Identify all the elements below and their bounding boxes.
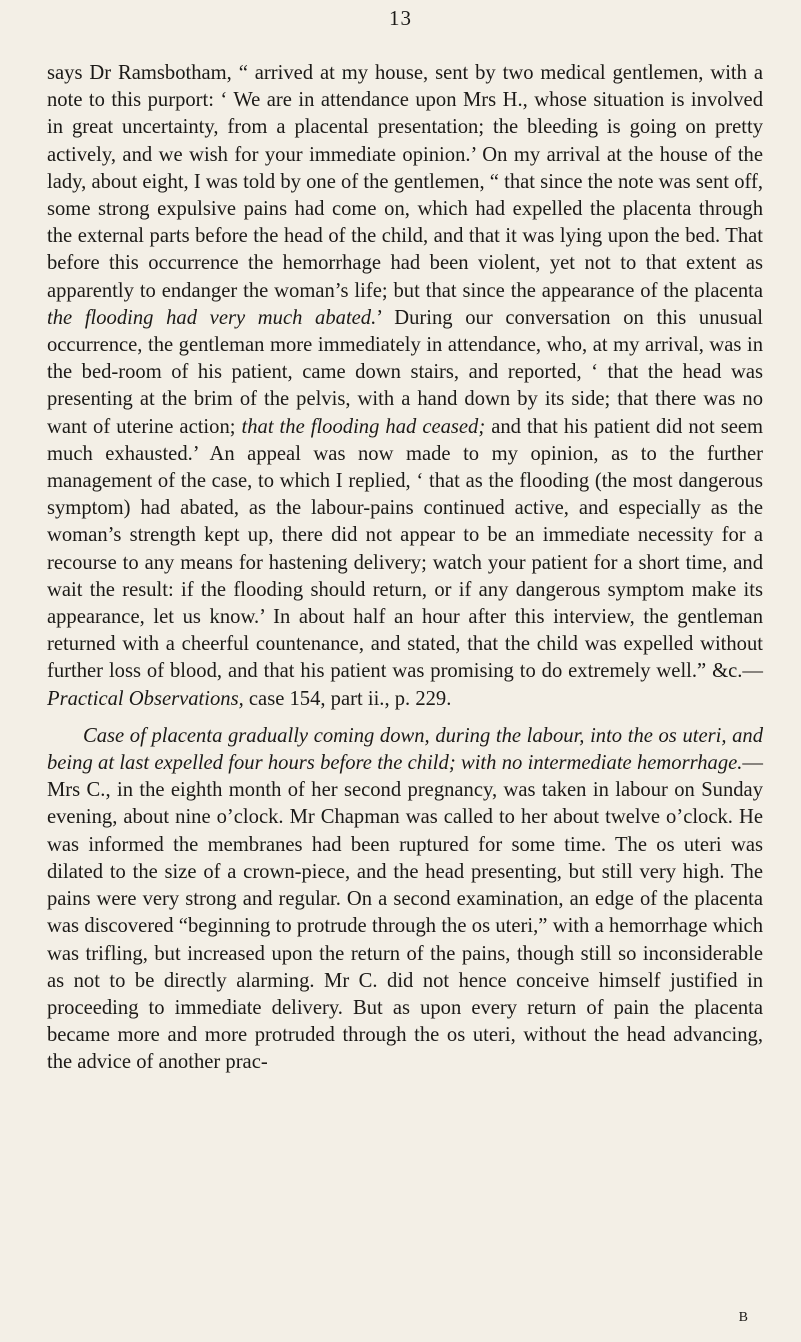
text-segment: —Mrs C., in the eighth month of her second pregnancy, was taken in labour on Sunday evening, about nine o’clock. Mr Chapman was called to her about twelve o’clock. He was informed the membranes had been ruptured for some time. The os uteri was dilated to the size of a crown-piece, and the head presenting, but still very high. The pains were very strong and regular. On a second examination, an edge of the placenta was discovered “beginning to protrude through the os uteri,” with a hemorrhage which was trifling, but increased upon the return of the pains, though still so inconsiderable as not to be directly alarming. Mr C. did not hence conceive himself justified in proceeding to immediate delivery. But as upon every return of pain the placenta became more and more protruded through the os uteri, without the head advancing, the advice of another prac- xyxy=(47,752,763,1074)
text-segment: and that his patient did not seem much exhausted.’ An appeal was now made to my opinion, as to the further management of the case, to which I replied, ‘ that as the flooding (the most dangerous symptom) had abated, as the labour-pains continued active, and especially as the woman’s strength kept up, there did not appear to be an immediate necessity for a recourse to any means for hastening delivery; watch your patient for a short time, and wait the result: if the flooding should return, or if any dangerous symptom make its appearance, let us know.’ In about half an hour after this interview, the gentleman returned with a cheerful countenance, and stated, that the child was expelled without further loss of blood, and that his patient was promising to do extremely well.” &c.— xyxy=(47,415,764,683)
signature-mark: B xyxy=(738,1310,749,1325)
italic-segment: the flooding had very much abated. xyxy=(47,306,377,329)
body-text xyxy=(47,60,763,1077)
italic-segment: that the flooding had ceased; xyxy=(241,415,486,438)
page-number: 13 xyxy=(389,6,412,30)
text-segment: ’ During our conversation on this unusual occurrence, the gentleman more immediately in attendance, who, at my arrival, was in the bed-room of his patient, came down stairs, and reported, ‘ that the head was presenting at the brim of the pelvis, with a hand down by its side; that there was no want of uterine action; xyxy=(47,306,763,438)
italic-segment: Case of placenta gradually coming down, during the labour, into the os uteri, and being at last expelled four hours before the child; with no intermediate hemorrhage. xyxy=(47,724,763,775)
paragraph-2 xyxy=(47,723,763,1077)
italic-segment: Practical Observations, xyxy=(47,687,244,710)
text-segment: case 154, part ii., p. 229. xyxy=(243,687,452,710)
paragraph-1 xyxy=(47,60,763,713)
text-segment: says Dr Ramsbotham, “ arrived at my house, sent by two medical gentlemen, with a note to this purport: ‘ We are in attendance upon Mrs H., whose situation is involved in great uncertainty, from a placental presentation; the bleeding is going on pretty actively, and we wish for your immediate opinion.’ On my arrival at the house of the lady, about eight, I was told by one of the gentlemen, “ that since the note was sent off, some strong expulsive pains had come on, which had expelled the placenta through the external parts before the head of the child, and that it was lying upon the bed. That before this occurrence the hemorrhage had been violent, yet not to that extent as apparently to endanger the woman’s life; but that since the appearance of the placenta xyxy=(47,62,763,302)
